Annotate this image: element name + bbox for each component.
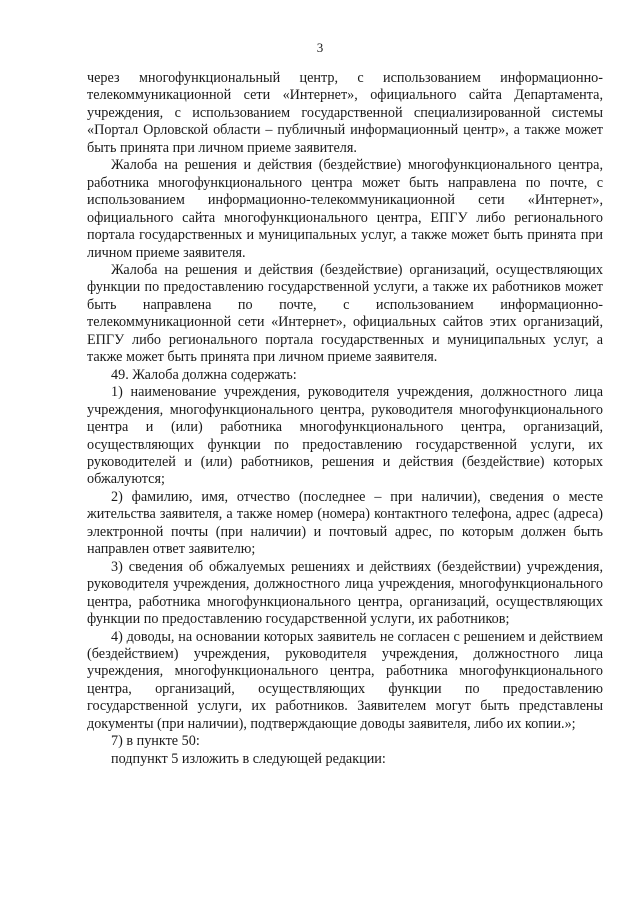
- paragraph-item-49: 49. Жалоба должна содержать:: [111, 366, 297, 383]
- paragraph-subitem-3: 3) сведения об обжалуемых решениях и действиях (бездействии) учреждения, руководителя учреждения, должностного лица учреждения, многофункционального центра, работника многофункционального центра, организаций, осуществляющих функции по предоставлению государственной услуги, их работников;: [87, 558, 603, 628]
- document-body: [87, 70, 603, 768]
- paragraph-complaint-organizations: Жалоба на решения и действия (бездействие) организаций, осуществляющих функции по предоставлению государственной услуги, а также их работников может быть направлена по почте, с использованием информационно-телекоммуникационной сети «Интернет», официальных сайтов этих организаций, ЕПГУ либо регионального портала государственных и муниципальных услуг, а также может быть принята при личном приеме заявителя.: [87, 261, 603, 366]
- paragraph-subitem-4: 4) доводы, на основании которых заявитель не согласен с решением и действием (бездействием) учреждения, руководителя учреждения, должностного лица учреждения, многофункционального центра, работника многофункционального центра, организаций, осуществляющих функции по предоставлению государственной услуги, их работников. Заявителем могут быть представлены документы (при наличии), подтверждающие доводы заявителя, либо их копии.»;: [87, 628, 603, 732]
- paragraph-subpoint-5: подпункт 5 изложить в следующей редакции:: [111, 750, 386, 767]
- paragraph-point-7: 7) в пункте 50:: [111, 733, 200, 750]
- paragraph-subitem-1: 1) наименование учреждения, руководителя учреждения, должностного лица учреждения, многофункционального центра, руководителя многофункционального центра и (или) работника многофункционального центра, организаций, осуществляющих функции по предоставлению государственной услуги, их руководителей и (или) работников, решения и действия (бездействие) которых обжалуются;: [87, 384, 603, 488]
- paragraph-subitem-2: 2) фамилию, имя, отчество (последнее – при наличии), сведения о месте жительства заявителя, а также номер (номера) контактного телефона, адрес (адреса) электронной почты (при наличии) и почтовый адрес, по которым должен быть направлен ответ заявителю;: [87, 488, 603, 558]
- paragraph-continuation: через многофункциональный центр, с использованием информационно-телекоммуникационной сети «Интернет», официального сайта Департамента, учреждения, с использованием государственной специализированной системы «Портал Орловской области – публичный информационный центр», а также может быть принята при личном приеме заявителя.: [87, 70, 603, 156]
- paragraph-complaint-mfc: Жалоба на решения и действия (бездействие) многофункционального центра, работника многофункционального центра может быть направлена по почте, с использованием информационно-телекоммуникационной сети «Интернет», официального сайта многофункционального центра, ЕПГУ либо регионального портала государственных и муниципальных услуг, а также может быть принята при личном приеме заявителя.: [87, 157, 603, 261]
- page-number: 3: [316, 40, 324, 55]
